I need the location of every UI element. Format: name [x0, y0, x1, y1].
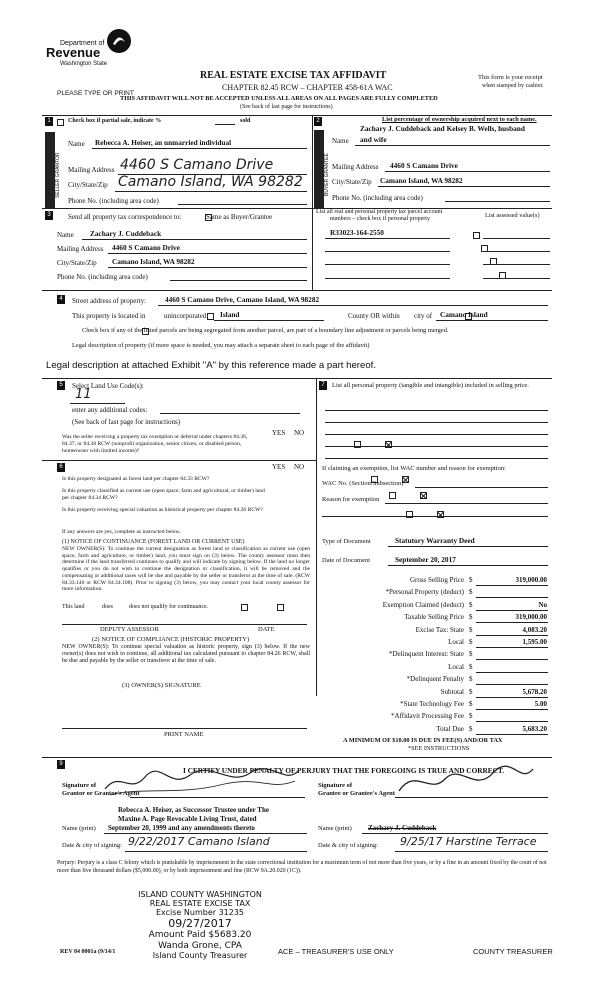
corr-name-label: Name: [57, 231, 74, 239]
tax-row-underline: [476, 659, 548, 660]
additional-codes-label: enter any additional codes:: [72, 406, 148, 414]
seller-city-label: City/State/Zip: [68, 181, 108, 189]
corr-city-value[interactable]: Camano Island, WA 98282: [112, 257, 195, 266]
street-value[interactable]: 4460 S Camano Drive, Camano Island, WA 98282: [165, 295, 320, 304]
tax-row-label: Subtotal: [440, 687, 464, 696]
corr-city-label: City/State/Zip: [57, 259, 97, 267]
print-name-label: PRINT NAME: [164, 731, 204, 738]
parcel-value-1[interactable]: R33023-164-2550: [330, 228, 384, 237]
receipt-note-2: when stamped by cashier.: [482, 83, 544, 89]
tax-row-underline: [476, 684, 548, 685]
county-within-label: County OR within: [348, 312, 400, 320]
tax-row-label: Gross Selling Price: [409, 576, 464, 584]
reason-label: Reason for exemption: [322, 496, 380, 503]
section-7-marker: 7: [319, 381, 327, 390]
stamp-line6: Wanda Grone, CPA: [158, 940, 242, 951]
exemption-claim-label: If claiming an exemption, list WAC number and reason for exemption:: [322, 465, 506, 472]
seller-phone-label: Phone No. (including area code): [68, 197, 159, 205]
tax-row-value[interactable]: 319,000.00: [515, 613, 547, 622]
partial-sale-checkbox[interactable]: [57, 119, 64, 126]
land-use-label: Select Land Use Code(s):: [72, 382, 144, 390]
buyer-name-value-1[interactable]: Zachary J. Cuddeback and Kelsey B. Wells, husband: [360, 124, 525, 133]
tax-row-label: Total Due: [436, 724, 464, 733]
receipt-note-1: This form is your receipt: [478, 74, 543, 81]
seller-mailing-label: Mailing Address: [68, 166, 115, 174]
tax-row-value[interactable]: 4,083.20: [522, 625, 547, 634]
buyer-city-label: City/State/Zip: [332, 178, 372, 186]
forest-question: Is this property designated as forest land per chapter 84.33 RCW?: [62, 476, 210, 482]
current-use-no-checkbox[interactable]: [420, 492, 427, 499]
section6-no: NO: [294, 463, 305, 471]
buyer-grantee-bar: BUYER GRANTEE: [324, 153, 330, 197]
unincorporated-label: unincorporated: [164, 312, 207, 320]
tax-row-label: Exemption Claimed (deduct): [382, 600, 464, 609]
tax-row-label: *Delinquent Penalty: [406, 675, 464, 684]
treasurer-stamp: [130, 890, 270, 960]
stamp-line3: Excise Number 31235: [155, 908, 245, 918]
land-use-value[interactable]: 11: [75, 387, 92, 402]
assessed-header: List assessed value(s): [485, 212, 540, 219]
grantor-date-city[interactable]: 9/22/2017 Camano Island: [128, 835, 270, 848]
form-title: REAL ESTATE EXCISE TAX AFFIDAVIT: [200, 70, 387, 81]
send-correspondence-label: Send all property tax correspondence to:: [68, 213, 182, 221]
stamp-line4: 09/27/2017: [168, 916, 232, 930]
tax-row-underline: [476, 734, 548, 735]
section-4-marker: 4: [57, 295, 65, 304]
doc-date-label: Date of Document: [322, 557, 371, 564]
buyer-name-value-2[interactable]: and wife: [360, 135, 387, 144]
grantor-print-2[interactable]: Maxine A. Page Revocable Living Trust, dated: [118, 815, 257, 823]
buyer-phone-label: Phone No. (including area code): [332, 194, 423, 202]
parcel-1-personal-checkbox[interactable]: [473, 232, 480, 239]
tax-row-currency: $: [469, 600, 473, 609]
tax-row-value[interactable]: 319,000.00: [515, 576, 547, 584]
partial-sale-label: Check box if partial sale, indicate %: [68, 118, 162, 124]
rev-number: REV 84 0001a (9/14/1: [60, 949, 116, 955]
owner-signature-label: (3) OWNER(S) SIGNATURE: [122, 682, 201, 689]
stamp-line7: Island County Treasurer: [152, 950, 248, 960]
doc-date-value[interactable]: September 20, 2017: [395, 555, 456, 564]
wac-label: WAC No. (Section/Subsection): [322, 480, 404, 487]
grantee-print[interactable]: Zachary J. Cuddeback: [368, 824, 437, 832]
does-label: does: [102, 604, 113, 610]
buyer-name-label: Name: [332, 137, 349, 145]
tax-row-currency: $: [469, 700, 473, 708]
section6-yes: YES: [272, 463, 286, 471]
exemption-question: Was the seller receiving a property tax exemption or deferral under chapters 84.36, 84.37, or 84.38 RCW (nonprofit organization, senior citizen, or disabled person, homeowner with limited income)?: [62, 434, 248, 454]
section-2-marker: 2: [314, 117, 322, 126]
corr-mailing-label: Mailing Address: [57, 245, 104, 253]
historic-question: Is this property receiving special valuation as historical property per chapter 84.26 RCW?: [62, 507, 263, 513]
section5-see-back: (See back of last page for instructions): [72, 418, 181, 426]
doc-type-value[interactable]: Statutory Warranty Deed: [395, 536, 475, 545]
grantor-print-3[interactable]: September 20, 1999 and any amendments thereto: [108, 824, 255, 832]
grantee-sig-label-1: Signature of: [318, 782, 353, 789]
certify-statement: I CERTIFY UNDER PENALTY OF PERJURY THAT THE FOREGOING IS TRUE AND CORRECT.: [183, 766, 505, 775]
tax-row-currency: $: [469, 613, 473, 622]
tax-row-label: Local: [448, 662, 464, 671]
form-chapter: CHAPTER 82.45 RCW – CHAPTER 458-61A WAC: [222, 83, 393, 92]
ownership-note: List percentage of ownership acquired next to each name.: [382, 116, 537, 123]
tax-row-underline: [476, 597, 548, 598]
sold-label: sold: [240, 118, 251, 124]
tax-row-underline: [476, 610, 548, 611]
buyer-city-value[interactable]: Camano Island, WA 98282: [380, 176, 463, 185]
dept-line1: Department of: [60, 40, 105, 47]
grantee-date-city[interactable]: 9/25/17 Harstine Terrace: [400, 835, 537, 848]
notice1-title: (1) NOTICE OF CONTINUANCE (FOREST LAND OR CURRENT USE): [62, 539, 245, 545]
tax-row-value[interactable]: 5.00: [534, 700, 547, 708]
seller-grantor-bar: SELLER GRANTOR: [55, 152, 61, 198]
tax-row-currency: $: [469, 712, 473, 721]
grantor-name-print-label: Name (print): [62, 825, 96, 832]
dor-logo: [46, 28, 136, 74]
tax-row-underline: [476, 697, 548, 698]
revenue-seal-icon: [106, 28, 132, 54]
dept-line2: Revenue: [46, 45, 101, 60]
deputy-assessor-label: DEPUTY ASSESSOR: [100, 626, 159, 633]
tax-row-currency: $: [469, 650, 473, 659]
form-warning: THIS AFFIDAVIT WILL NOT BE ACCEPTED UNLESS ALL AREAS ON ALL PAGES ARE FULLY COMPLETED: [120, 95, 438, 102]
tax-row-currency: $: [469, 576, 473, 584]
buyer-mailing-label: Mailing Address: [332, 163, 379, 171]
notice2-title: (2) NOTICE OF COMPLIANCE (HISTORIC PROPERTY): [92, 636, 250, 643]
current-use-yes-checkbox[interactable]: [389, 492, 396, 499]
grantee-date-city-label: Date & city of signing:: [318, 842, 378, 849]
this-land-label: This land: [62, 604, 85, 610]
tax-row-currency: $: [469, 588, 473, 597]
tax-row-underline: [476, 672, 548, 673]
section-3-marker: 3: [45, 211, 53, 220]
tax-row-label: *Affidavit Processing Fee: [391, 712, 464, 721]
tax-row-label: *Delinquent Interest: State: [388, 650, 464, 659]
stamp-line5: Amount Paid $5683.20: [148, 930, 252, 941]
notice1-body: NEW OWNER(S): To continue the current designation as forest land or classification as current use (open space, farm and agriculture, or timber) land, you must sign on (3) below. The county assessor must then determine if the land transferred continues to qualify and will indicate by signing below. If the land no longer qualifies or you do not wish to continue the designation or classification, it will be removed and the compensating or additional taxes will be due and payable by the seller or transferor at the time of sale. (RCW 84.33.140 or RCW 84.34.108). Prior to signing (3) below, you may contact your local county assessor for more information.: [62, 546, 310, 593]
seller-mailing-value[interactable]: 4460 S Camano Drive: [120, 157, 274, 173]
parcel-header-1: List all real and personal property tax parcel account: [316, 209, 443, 215]
tax-row-label: *Personal Property (deduct): [385, 588, 464, 597]
county-treasurer-label: COUNTY TREASURER: [473, 947, 553, 956]
does-not-checkbox[interactable]: [277, 604, 284, 611]
stamp-line1: ISLAND COUNTY WASHINGTON: [138, 890, 262, 899]
corr-mailing-value[interactable]: 4460 S Camano Drive: [112, 243, 180, 252]
see-instructions: *SEE INSTRUCTIONS: [408, 745, 470, 752]
grantor-print-1[interactable]: Rebecca A. Heiser, as Successor Trustee under The: [118, 806, 269, 814]
does-checkbox[interactable]: [241, 604, 248, 611]
street-label: Street address of property:: [72, 297, 147, 305]
grantor-signature: [100, 765, 300, 799]
section-6-marker: 6: [57, 463, 65, 472]
grantor-sig-label-2: Grantor or Grantor's Agent: [62, 790, 140, 797]
unincorporated-checkbox[interactable]: [207, 313, 214, 320]
tax-row-underline: [476, 635, 548, 636]
tax-row-value[interactable]: 5,678.20: [522, 687, 547, 696]
seller-name-value[interactable]: Rebecca A. Heiser, an unmarried individual: [95, 138, 232, 147]
notice2-body: NEW OWNER(S): To continue special valuation as historic property, sign (3) below. If the new owner(s) does not wish to continue, all additional tax calculated pursuant to chapter 84.26 RCW, shall be due and payable by the seller or transferor at the time of sale.: [62, 644, 310, 665]
city-of-value[interactable]: Camano Island: [440, 310, 488, 319]
if-yes-note: If any answers are yes, complete as instructed below.: [62, 529, 181, 535]
tax-row-value[interactable]: 5,683.20: [522, 724, 547, 733]
tax-row-currency: $: [469, 638, 473, 646]
dept-line3: Washington State: [60, 61, 108, 67]
section-5-marker: 5: [57, 381, 65, 390]
county-value[interactable]: Island: [220, 310, 240, 319]
tax-row-label: *State Technology Fee: [400, 700, 464, 708]
grantee-sig-label-2: Grantee or Grantee's Agent: [318, 790, 395, 797]
please-type: PLEASE TYPE OR PRINT: [57, 90, 134, 97]
stamp-line2: REAL ESTATE EXCISE TAX: [149, 899, 251, 909]
minimum-note: A MINIMUM OF $10.00 IS DUE IN FEE(S) AND/OR TAX: [343, 737, 503, 744]
same-as-buyer-label: Same as Buyer/Grantee: [206, 213, 273, 221]
corr-name-value[interactable]: Zachary J. Cuddeback: [90, 229, 162, 238]
parcel-header-2: numbers – check box if personal property: [330, 216, 430, 222]
buyer-mailing-value[interactable]: 4460 S Camano Drive: [390, 161, 458, 170]
city-of-label: city of: [414, 312, 433, 320]
tax-row-underline: [476, 721, 548, 722]
perjury-note: Perjury: Perjury is a class C felony which is punishable by imprisonment in the state correctional institution for a maximum term of not more than five years, or by a fine in an amount fixed by the court of not more than five thousand dollars ($5,000.00), or by both imprisonment and fine (RCW 9A.20.020 (1C)).: [57, 860, 547, 874]
tax-row-label: Local: [448, 638, 464, 646]
grantee-name-print-label: Name (print): [318, 825, 352, 832]
tax-row-label: Taxable Selling Price: [404, 613, 464, 622]
tax-row-underline: [476, 647, 548, 648]
tax-row-currency: $: [469, 675, 473, 684]
doc-type-label: Type of Document: [322, 538, 371, 545]
tax-row-currency: $: [469, 625, 473, 634]
tax-row-underline: [476, 709, 548, 710]
tax-row-currency: $: [469, 687, 473, 696]
see-back: (See back of last page for instructions): [240, 104, 333, 110]
legal-label: Legal description of property (if more space is needed, you may attach a separate sheet to each page of the affidavit): [72, 342, 370, 349]
seller-name-label: Name: [68, 140, 85, 148]
legal-description[interactable]: Legal description at attached Exhibit "A" by this reference made a part hereof.: [46, 360, 376, 371]
personal-property-label: List all personal property (tangible and intangible) included in selling price.: [332, 382, 529, 389]
tax-row-underline: [476, 622, 548, 623]
section-9-marker: 9: [57, 760, 65, 769]
treasurer-use-only: ACE – TREASURER'S USE ONLY: [278, 947, 394, 956]
current-use-question: Is this property classified as current use (open space, farm and agricultural, or timber) land per chapter 84.34 RCW?: [62, 488, 265, 501]
does-not-label: does not qualify for continuance.: [129, 604, 209, 610]
tax-row-currency: $: [469, 662, 473, 671]
tax-row-value[interactable]: 1,595.00: [522, 638, 547, 646]
seller-city-value[interactable]: Camano Island, WA 98282: [118, 174, 303, 190]
section-1-marker: 1: [45, 117, 53, 126]
tax-row-value[interactable]: No: [538, 600, 547, 609]
grantee-signature: [395, 765, 535, 799]
section5-no: NO: [294, 429, 305, 437]
section5-yes: YES: [272, 429, 286, 437]
located-label: This property is located in: [72, 312, 146, 320]
grantor-date-city-label: Date & city of signing:: [62, 842, 122, 849]
corr-phone-label: Phone No. (including area code): [57, 273, 148, 281]
tax-row-currency: $: [469, 724, 473, 733]
deputy-date-label: DATE: [258, 626, 275, 633]
segregated-label: Check box if any of the listed parcels are being segregated from another parcel, are part of a boundary line adjustment or parcels being merged.: [82, 327, 449, 334]
grantor-sig-label-1: Signature of: [62, 782, 97, 789]
tax-row-label: Excise Tax: State: [415, 625, 464, 634]
tax-row-underline: [476, 585, 548, 586]
